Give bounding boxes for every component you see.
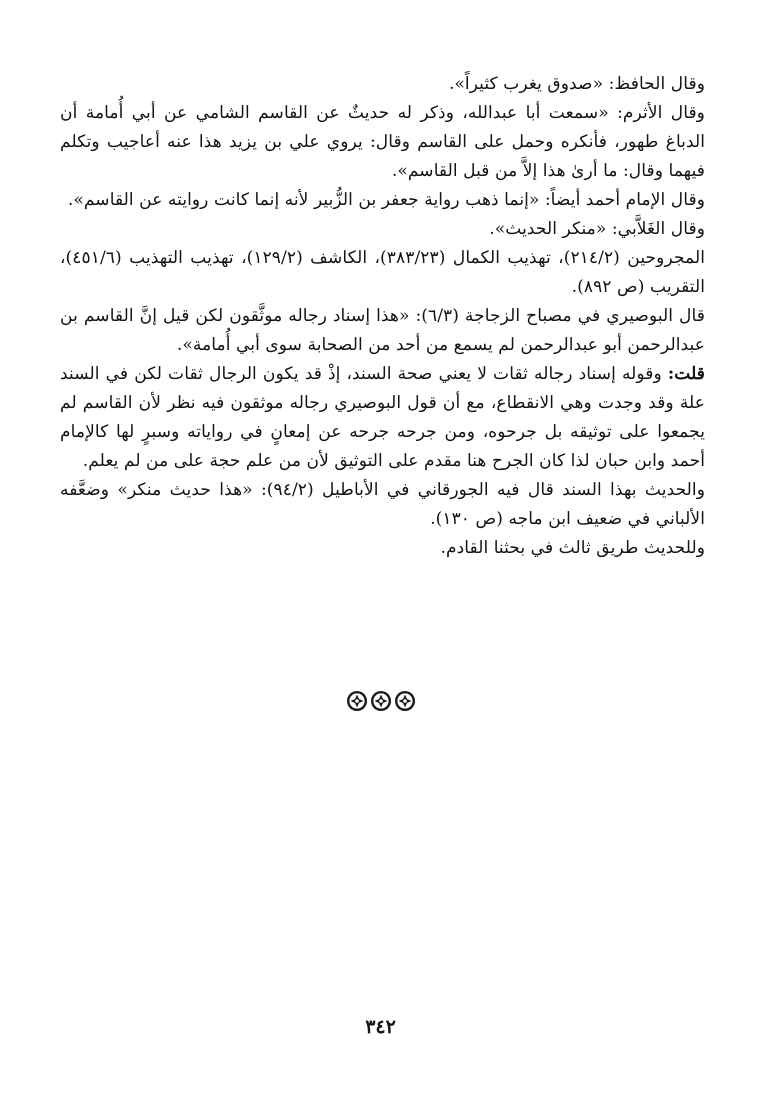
paragraph-text: وللحديث طريق ثالث في بحثنا القادم.	[440, 538, 705, 558]
paragraph-busiri	[60, 302, 705, 360]
paragraph-lead: قلت:	[667, 364, 705, 384]
ornament-flower-icon	[346, 690, 368, 712]
paragraph-text: وقوله إسناد رجاله ثقات لا يعني صحة السند، إذْ قد يكون الرجال ثقات لكن في السند علة وقد وجدت وهي الانقطاع، مع أن قول البوصيري رجاله موثقون فيه نظر لأن القاسم لم يجمعوا على توثيقه بل جرحوه، ومن جرحه جرحه عن إمعانٍ في رواياته وسبرٍ لها كالإمام أحمد وابن حبان لذا كان الجرح هنا مقدم على التوثيق لأن من علم حجة على من لم يعلم.	[60, 364, 705, 471]
paragraph-author-comment	[60, 360, 705, 476]
paragraph-third-route	[60, 534, 705, 563]
paragraph-text: وقال الحافظ: «صدوق يغرب كثيراً».	[448, 74, 705, 94]
paragraph-ahmad	[60, 186, 705, 215]
paragraph-text: وقال الأثرم: «سمعت أبا عبدالله، وذكر له حديثٌ عن القاسم الشامي عن أبي أُمامة أن الدباغ طهور، فأنكره وحمل على القاسم وقال: يروي علي بن يزيد هذا عنه أعاجيب وتكلم فيهما وقال: ما أرىٰ هذا إلاَّ من قبل القاسم».	[60, 103, 705, 181]
paragraph-text: والحديث بهذا السند قال فيه الجورقاني في الأباطيل (٩٤/٢): «هذا حديث منكر» وضعَّفه الألباني في ضعيف ابن ماجه (ص ١٣٠).	[60, 480, 705, 529]
paragraph-text: وقال الإمام أحمد أيضاً: «إنما ذهب رواية جعفر بن الزُّبير لأنه إنما كانت روايته عن القاسم».	[67, 190, 705, 210]
paragraph-references	[60, 244, 705, 302]
page-body	[60, 70, 705, 563]
ornament-flower-icon	[394, 690, 416, 712]
ornament-flower-icon	[370, 690, 392, 712]
paragraph-athram	[60, 99, 705, 186]
paragraph-text: قال البوصيري في مصباح الزجاجة (٦/٣): «هذا إسناد رجاله موثَّقون لكن قيل إنَّ القاسم بن عبدالرحمن أبو عبدالرحمن لم يسمع من أحد من الصحابة سوى أبي أُمامة».	[60, 306, 705, 355]
paragraph-text: وقال الغَلاَّبي: «منكر الحديث».	[489, 219, 705, 239]
page-number: ٣٤٢	[365, 1016, 396, 1038]
section-separator	[0, 690, 761, 712]
paragraph-text: المجروحين (٢١٤/٢)، تهذيب الكمال (٣٨٣/٢٣)، الكاشف (١٢٩/٢)، تهذيب التهذيب (٤٥١/٦)، التقريب (ص ٨٩٢).	[60, 248, 706, 297]
paragraph-jawraqani	[60, 476, 705, 534]
paragraph-ghallabi	[60, 215, 705, 244]
paragraph-hafiz	[60, 70, 705, 99]
